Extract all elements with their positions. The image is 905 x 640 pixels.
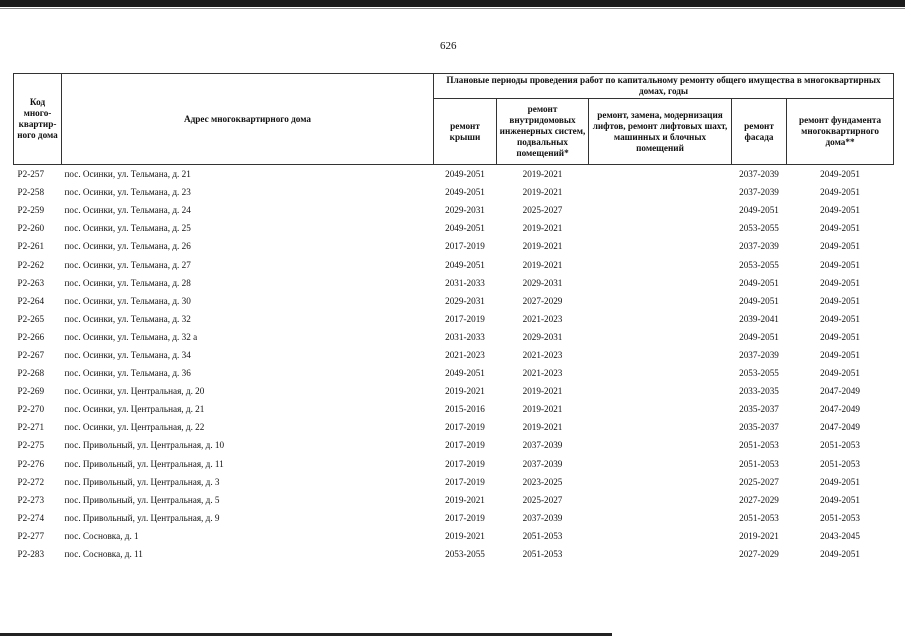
- foundation-cell: 2049-2051: [820, 549, 860, 560]
- elevators-cell: [589, 219, 732, 237]
- elevators-cell: [589, 310, 732, 328]
- code-cell: Р2-267: [17, 349, 45, 360]
- table-row: [14, 183, 894, 201]
- roof-cell: 2017-2019: [445, 476, 485, 487]
- code-cell: Р2-276: [17, 458, 45, 469]
- systems-cell: 2051-2053: [522, 549, 563, 560]
- systems-cell: 2029-2031: [522, 277, 563, 288]
- roof-cell: 2019-2021: [445, 386, 485, 397]
- address-cell: пос. Осинки, ул. Тельмана, д. 36: [64, 368, 191, 379]
- foundation-cell: 2051-2053: [820, 512, 860, 523]
- table-row: [14, 292, 894, 310]
- roof-cell: 2031-2033: [445, 277, 485, 288]
- address-cell: пос. Привольный, ул. Центральная, д. 11: [64, 458, 224, 469]
- facade-cell: 2051-2053: [739, 458, 779, 469]
- code-cell: Р2-283: [17, 549, 45, 560]
- code-cell: Р2-263: [17, 277, 45, 288]
- table-row: [14, 527, 894, 545]
- code-cell: Р2-264: [17, 295, 45, 306]
- address-cell: пос. Осинки, ул. Тельмана, д. 32 а: [64, 331, 198, 342]
- table-row: [14, 436, 894, 454]
- address-cell: пос. Сосновка, д. 1: [64, 530, 139, 541]
- systems-cell: 2019-2021: [522, 386, 563, 397]
- elevators-cell: [589, 292, 732, 310]
- facade-cell: 2051-2053: [739, 512, 779, 523]
- top-border-line: [0, 8, 905, 9]
- roof-cell: 2029-2031: [445, 205, 485, 216]
- roof-cell: 2019-2021: [445, 494, 485, 505]
- facade-cell: 2035-2037: [739, 422, 779, 433]
- systems-cell: 2037-2039: [522, 458, 563, 469]
- systems-cell: 2037-2039: [522, 440, 563, 451]
- systems-cell: 2051-2053: [522, 530, 563, 541]
- roof-cell: 2017-2019: [445, 512, 485, 523]
- elevators-cell: [589, 436, 732, 454]
- elevators-cell: [589, 455, 732, 473]
- table-row: [14, 418, 894, 436]
- elevators-cell: [589, 545, 732, 563]
- systems-cell: 2019-2021: [522, 422, 563, 433]
- roof-cell: 2049-2051: [445, 259, 485, 270]
- facade-cell: 2049-2051: [739, 295, 779, 306]
- header-address: Адрес многоквартирного дома: [62, 74, 434, 165]
- table-row: [14, 165, 894, 184]
- facade-cell: 2019-2021: [739, 530, 779, 541]
- elevators-cell: [589, 491, 732, 509]
- foundation-cell: 2049-2051: [820, 368, 860, 379]
- table-row: [14, 219, 894, 237]
- facade-cell: 2039-2041: [739, 313, 779, 324]
- facade-cell: 2033-2035: [739, 386, 779, 397]
- table-body: [14, 165, 894, 564]
- elevators-cell: [589, 382, 732, 400]
- facade-cell: 2037-2039: [739, 187, 779, 198]
- table-row: [14, 274, 894, 292]
- facade-cell: 2037-2039: [732, 165, 787, 184]
- foundation-cell: 2047-2049: [820, 386, 860, 397]
- elevators-cell: [589, 346, 732, 364]
- roof-cell: 2019-2021: [445, 530, 485, 541]
- elevators-cell: [589, 473, 732, 491]
- table-row: [14, 310, 894, 328]
- code-cell: Р2-277: [17, 530, 45, 541]
- systems-cell: 2019-2021: [522, 241, 563, 252]
- foundation-cell: 2051-2053: [820, 440, 860, 451]
- code-cell: Р2-257: [14, 165, 62, 184]
- facade-cell: 2037-2039: [739, 349, 779, 360]
- systems-cell: 2019-2021: [522, 187, 563, 198]
- elevators-cell: [589, 328, 732, 346]
- code-cell: Р2-269: [17, 386, 45, 397]
- header-foundation: ремонт фундамента многоквартирного дома**: [787, 99, 894, 165]
- facade-cell: 2035-2037: [739, 404, 779, 415]
- systems-cell: 2037-2039: [522, 512, 563, 523]
- code-cell: Р2-266: [17, 331, 45, 342]
- address-cell: пос. Привольный, ул. Центральная, д. 3: [64, 476, 220, 487]
- table-row: [14, 237, 894, 255]
- code-cell: Р2-258: [17, 187, 45, 198]
- foundation-cell: 2049-2051: [820, 205, 860, 216]
- foundation-cell: 2049-2051: [820, 241, 860, 252]
- systems-cell: 2021-2023: [522, 313, 563, 324]
- elevators-cell: [589, 165, 732, 184]
- facade-cell: 2027-2029: [739, 549, 779, 560]
- address-cell: пос. Осинки, ул. Тельмана, д. 32: [64, 313, 191, 324]
- address-cell: пос. Осинки, ул. Тельмана, д. 28: [64, 277, 191, 288]
- code-cell: Р2-272: [17, 476, 45, 487]
- address-cell: пос. Осинки, ул. Тельмана, д. 25: [64, 223, 191, 234]
- code-cell: Р2-261: [17, 241, 45, 252]
- table-row: [14, 364, 894, 382]
- roof-cell: 2015-2016: [445, 404, 485, 415]
- address-cell: пос. Осинки, ул. Тельмана, д. 30: [64, 295, 191, 306]
- roof-cell: 2017-2019: [445, 422, 485, 433]
- code-cell: Р2-271: [17, 422, 45, 433]
- table-row: [14, 201, 894, 219]
- header-row-1: [14, 74, 894, 99]
- systems-cell: 2025-2027: [522, 205, 563, 216]
- systems-cell: 2019-2021: [522, 259, 563, 270]
- foundation-cell: 2049-2051: [820, 313, 860, 324]
- roof-cell: 2053-2055: [445, 549, 485, 560]
- repair-schedule-table: [13, 73, 894, 563]
- elevators-cell: [589, 509, 732, 527]
- foundation-cell: 2049-2051: [820, 349, 860, 360]
- foundation-cell: 2043-2045: [820, 530, 860, 541]
- bottom-border-line: [0, 633, 612, 636]
- elevators-cell: [589, 364, 732, 382]
- address-cell: пос. Осинки, ул. Центральная, д. 21: [64, 404, 205, 415]
- foundation-cell: 2049-2051: [820, 494, 860, 505]
- table-row: [14, 382, 894, 400]
- header-code: Код много-квартир-ного дома: [14, 74, 62, 165]
- address-cell: пос. Осинки, ул. Тельмана, д. 23: [64, 187, 191, 198]
- foundation-cell: 2047-2049: [820, 404, 860, 415]
- foundation-cell: 2047-2049: [820, 422, 860, 433]
- systems-cell: 2019-2021: [497, 165, 589, 184]
- address-cell: пос. Осинки, ул. Тельмана, д. 21: [62, 165, 434, 184]
- foundation-cell: 2049-2051: [820, 331, 860, 342]
- code-cell: Р2-265: [17, 313, 45, 324]
- roof-cell: 2049-2051: [445, 368, 485, 379]
- code-cell: Р2-259: [17, 205, 45, 216]
- roof-cell: 2049-2051: [445, 223, 485, 234]
- roof-cell: 2017-2019: [445, 458, 485, 469]
- foundation-cell: 2049-2051: [820, 259, 860, 270]
- header-roof: ремонт крыши: [434, 99, 497, 165]
- roof-cell: 2021-2023: [445, 349, 485, 360]
- roof-cell: 2017-2019: [445, 313, 485, 324]
- foundation-cell: 2049-2051: [820, 476, 860, 487]
- foundation-cell: 2049-2051: [820, 223, 860, 234]
- table-row: [14, 491, 894, 509]
- facade-cell: 2051-2053: [739, 440, 779, 451]
- systems-cell: 2021-2023: [522, 368, 563, 379]
- table-row: [14, 473, 894, 491]
- facade-cell: 2049-2051: [739, 277, 779, 288]
- address-cell: пос. Осинки, ул. Тельмана, д. 34: [64, 349, 191, 360]
- facade-cell: 2025-2027: [739, 476, 779, 487]
- page-number: 626: [440, 40, 457, 52]
- systems-cell: 2019-2021: [522, 404, 563, 415]
- table-header: [14, 74, 894, 165]
- systems-cell: 2027-2029: [522, 295, 563, 306]
- roof-cell: 2031-2033: [445, 331, 485, 342]
- facade-cell: 2027-2029: [739, 494, 779, 505]
- systems-cell: 2023-2025: [522, 476, 563, 487]
- roof-cell: 2017-2019: [445, 241, 485, 252]
- roof-cell: 2049-2051: [445, 187, 485, 198]
- table-row: [14, 346, 894, 364]
- table-row: [14, 400, 894, 418]
- roof-cell: 2029-2031: [445, 295, 485, 306]
- facade-cell: 2049-2051: [739, 331, 779, 342]
- code-cell: Р2-274: [17, 512, 45, 523]
- systems-cell: 2019-2021: [522, 223, 563, 234]
- address-cell: пос. Осинки, ул. Центральная, д. 22: [64, 422, 205, 433]
- roof-cell: 2049-2051: [434, 165, 497, 184]
- table-row: [14, 509, 894, 527]
- facade-cell: 2053-2055: [739, 368, 779, 379]
- roof-cell: 2017-2019: [445, 440, 485, 451]
- systems-cell: 2021-2023: [522, 349, 563, 360]
- facade-cell: 2049-2051: [739, 205, 779, 216]
- code-cell: Р2-273: [17, 494, 45, 505]
- foundation-cell: 2049-2051: [820, 187, 860, 198]
- elevators-cell: [589, 201, 732, 219]
- foundation-cell: 2049-2051: [820, 295, 860, 306]
- elevators-cell: [589, 274, 732, 292]
- address-cell: пос. Привольный, ул. Центральная, д. 10: [64, 440, 225, 451]
- elevators-cell: [589, 255, 732, 273]
- address-cell: пос. Осинки, ул. Центральная, д. 20: [64, 386, 205, 397]
- header-elevators: ремонт, замена, модернизация лифтов, ремонт лифтовых шахт, машинных и блочных помещений: [589, 99, 732, 165]
- address-cell: пос. Привольный, ул. Центральная, д. 9: [64, 512, 220, 523]
- header-planned-periods: Плановые периоды проведения работ по капитальному ремонту общего имущества в многоквартирных домах, годы: [434, 74, 894, 99]
- table-row: [14, 255, 894, 273]
- address-cell: пос. Осинки, ул. Тельмана, д. 27: [64, 259, 191, 270]
- header-facade: ремонт фасада: [732, 99, 787, 165]
- elevators-cell: [589, 237, 732, 255]
- address-cell: пос. Сосновка, д. 11: [64, 549, 143, 560]
- address-cell: пос. Осинки, ул. Тельмана, д. 26: [64, 241, 191, 252]
- systems-cell: 2025-2027: [522, 494, 563, 505]
- address-cell: пос. Привольный, ул. Центральная, д. 5: [64, 494, 220, 505]
- code-cell: Р2-262: [17, 259, 45, 270]
- code-cell: Р2-270: [17, 404, 45, 415]
- elevators-cell: [589, 418, 732, 436]
- elevators-cell: [589, 400, 732, 418]
- foundation-cell: 2049-2051: [787, 165, 894, 184]
- header-systems: ремонт внутридомовых инженерных систем, подвальных помещений*: [497, 99, 589, 165]
- elevators-cell: [589, 527, 732, 545]
- facade-cell: 2053-2055: [739, 223, 779, 234]
- systems-cell: 2029-2031: [522, 331, 563, 342]
- table-row: [14, 328, 894, 346]
- code-cell: Р2-260: [17, 223, 45, 234]
- code-cell: Р2-275: [17, 440, 45, 451]
- foundation-cell: 2049-2051: [820, 277, 860, 288]
- foundation-cell: 2051-2053: [820, 458, 860, 469]
- top-border-bar: [0, 0, 905, 7]
- table-row: [14, 455, 894, 473]
- facade-cell: 2053-2055: [739, 259, 779, 270]
- code-cell: Р2-268: [17, 368, 45, 379]
- elevators-cell: [589, 183, 732, 201]
- table-row: [14, 545, 894, 563]
- facade-cell: 2037-2039: [739, 241, 779, 252]
- address-cell: пос. Осинки, ул. Тельмана, д. 24: [64, 205, 191, 216]
